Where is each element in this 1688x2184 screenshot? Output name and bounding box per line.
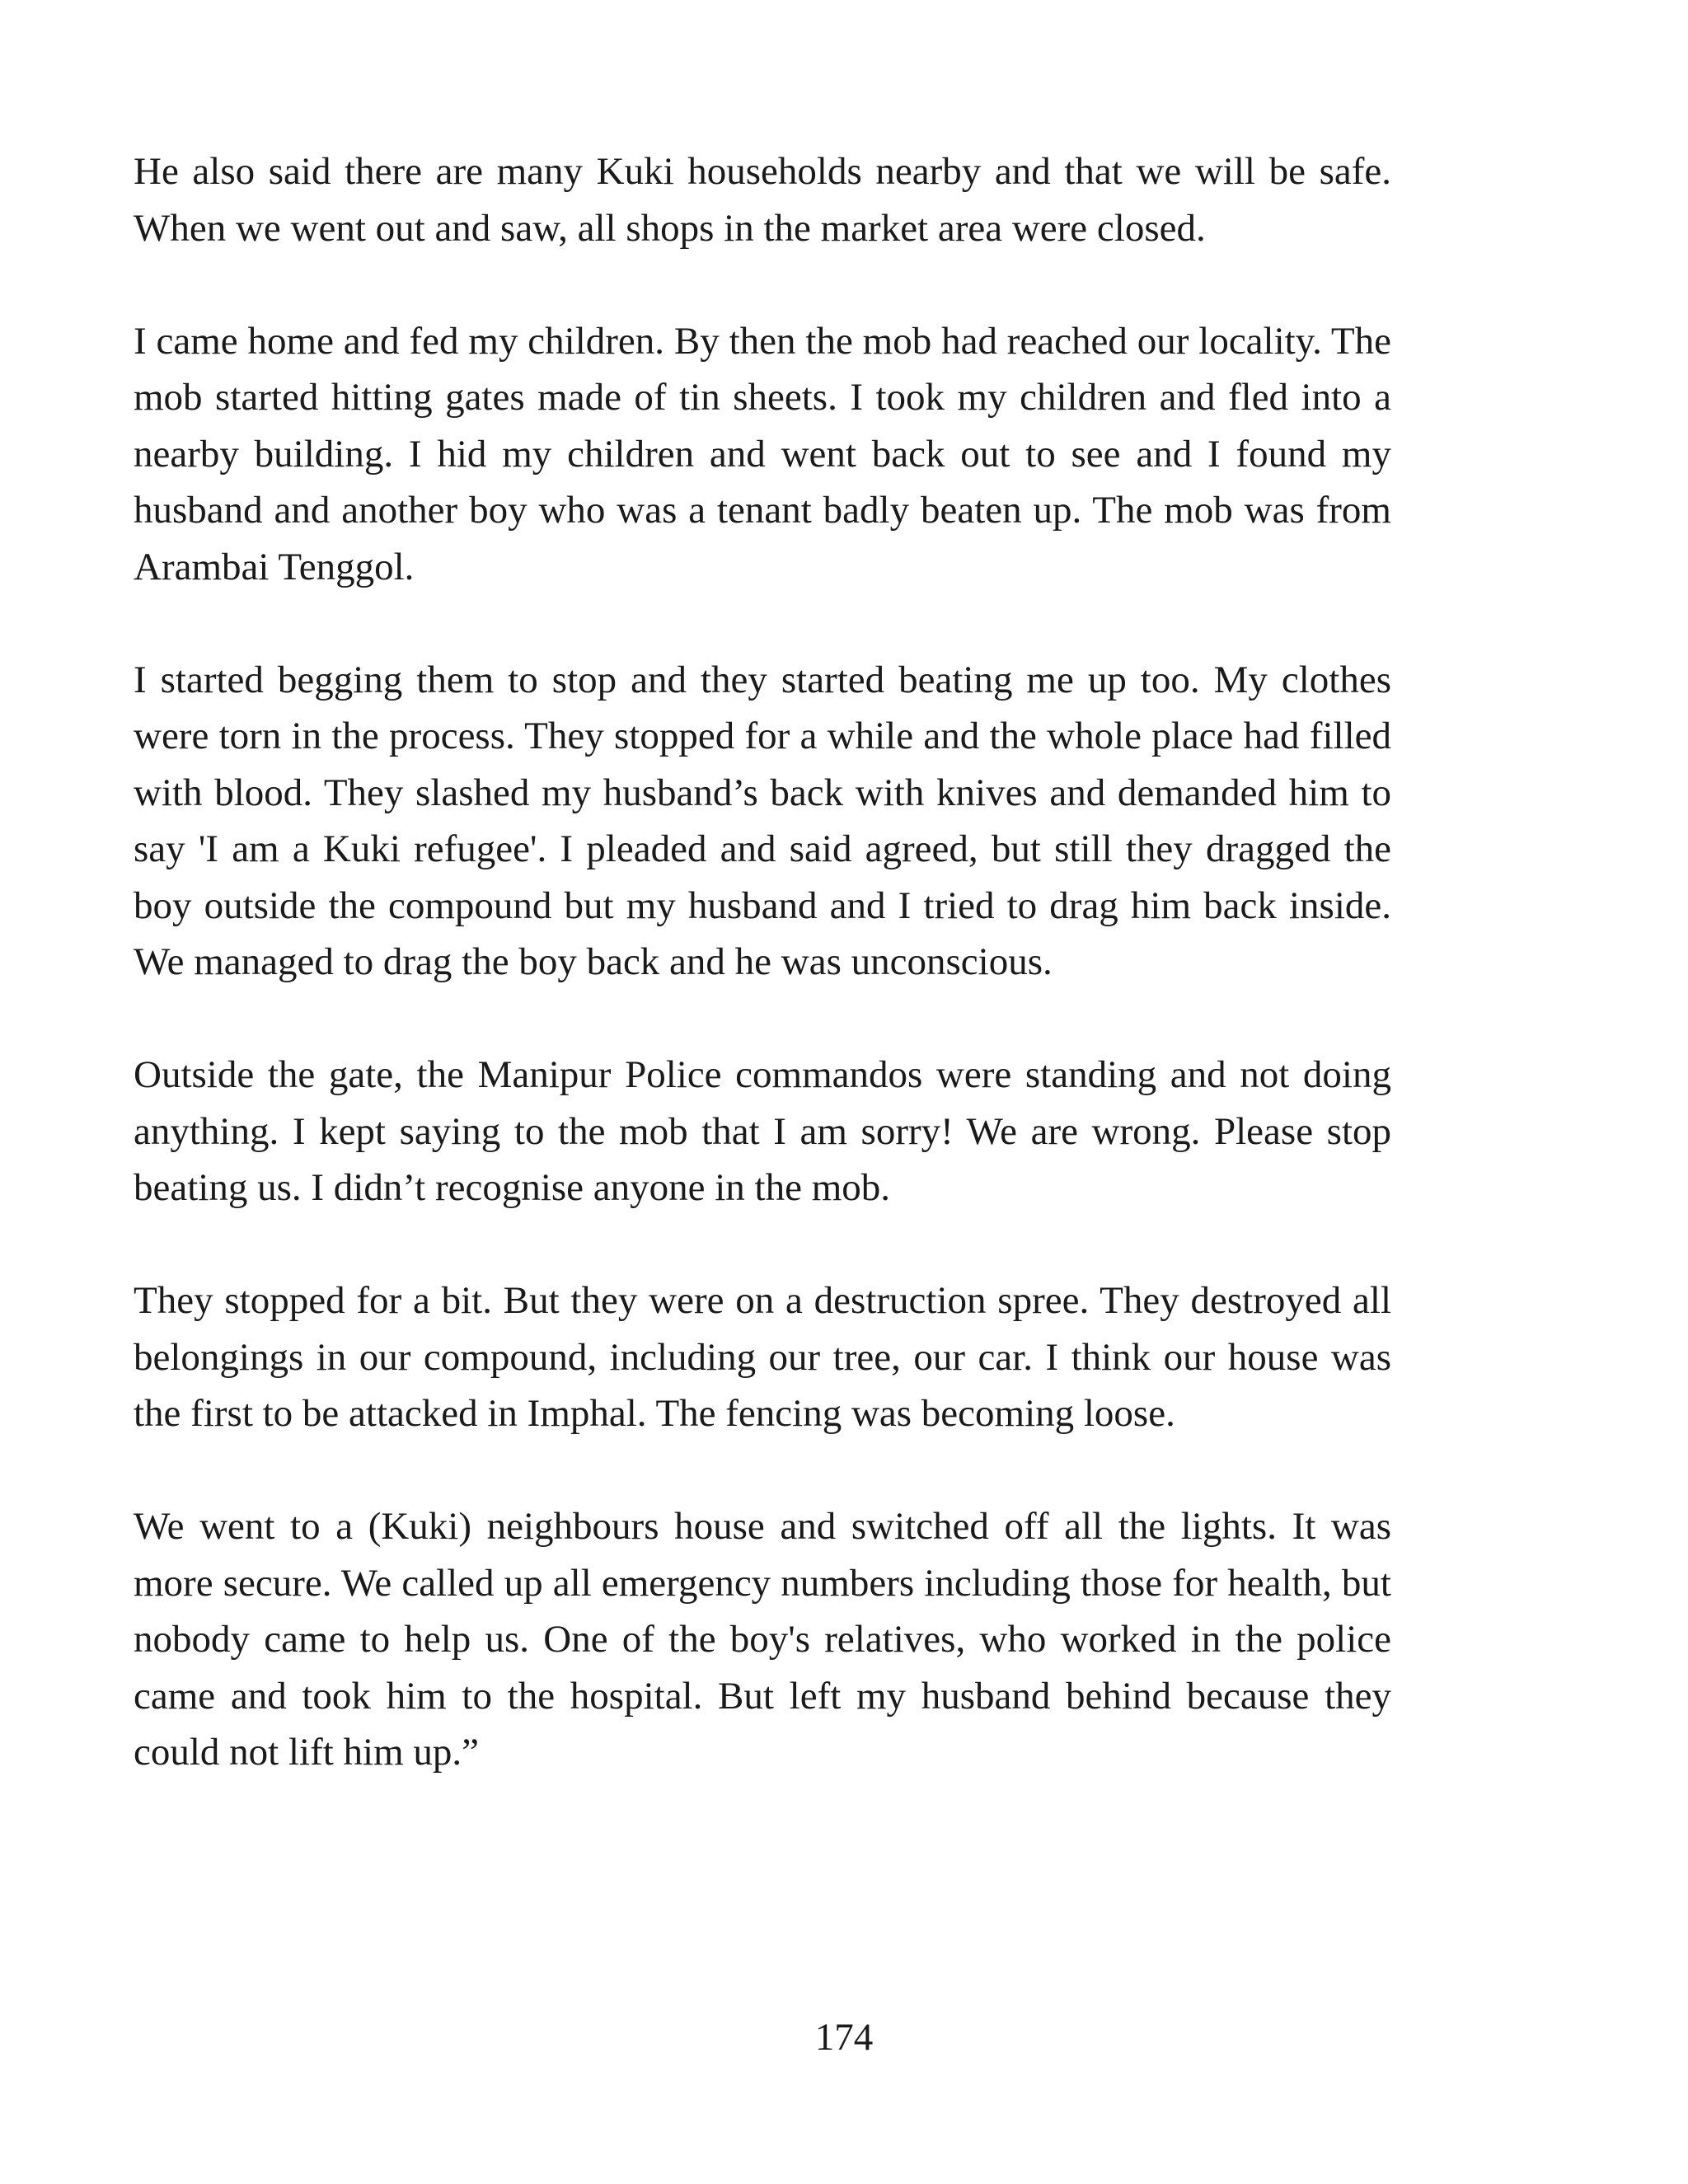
paragraph-2: I came home and fed my children. By then the mob had reached our locality. The mob started hitting gates made of tin sheets. I took my children and fled into a nearby building. I hid my children and went back out to see and I found my husband and another boy who was a tenant badly beaten up. The mob was from Arambai Tenggol. [134, 319, 1391, 588]
body-text [134, 143, 1391, 1837]
paragraph-3: I started begging them to stop and they started beating me up too. My clothes were torn in the process. They stopped for a while and the whole place had filled with blood. They slashed my husband’s back with knives and demanded him to say 'I am a Kuki refugee'. I pleaded and said agreed, but still they dragged the boy outside the compound but my husband and I tried to drag him back inside. We managed to drag the boy back and he was unconscious. [134, 658, 1391, 983]
paragraph-5: They stopped for a bit. But they were on a destruction spree. They destroyed all belongings in our compound, including our tree, our car. I think our house was the first to be attacked in Imphal. The fencing was becoming loose. [134, 1279, 1391, 1435]
paragraph-4: Outside the gate, the Manipur Police commandos were standing and not doing anything. I kept saying to the mob that I am sorry! We are wrong. Please stop beating us. I didn’t recognise anyone in the mob. [134, 1053, 1391, 1209]
paragraph-1: He also said there are many Kuki households nearby and that we will be safe. When we went out and saw, all shops in the market area were closed. [134, 150, 1391, 250]
paragraph-6: We went to a (Kuki) neighbours house and switched off all the lights. It was more secure. We called up all emergency numbers including those for health, but nobody came to help us. One of the boy's relatives, who worked in the police came and took him to the hospital. But left my husband behind because they could not lift him up.” [134, 1505, 1391, 1774]
page-number: 174 [814, 2016, 874, 2059]
